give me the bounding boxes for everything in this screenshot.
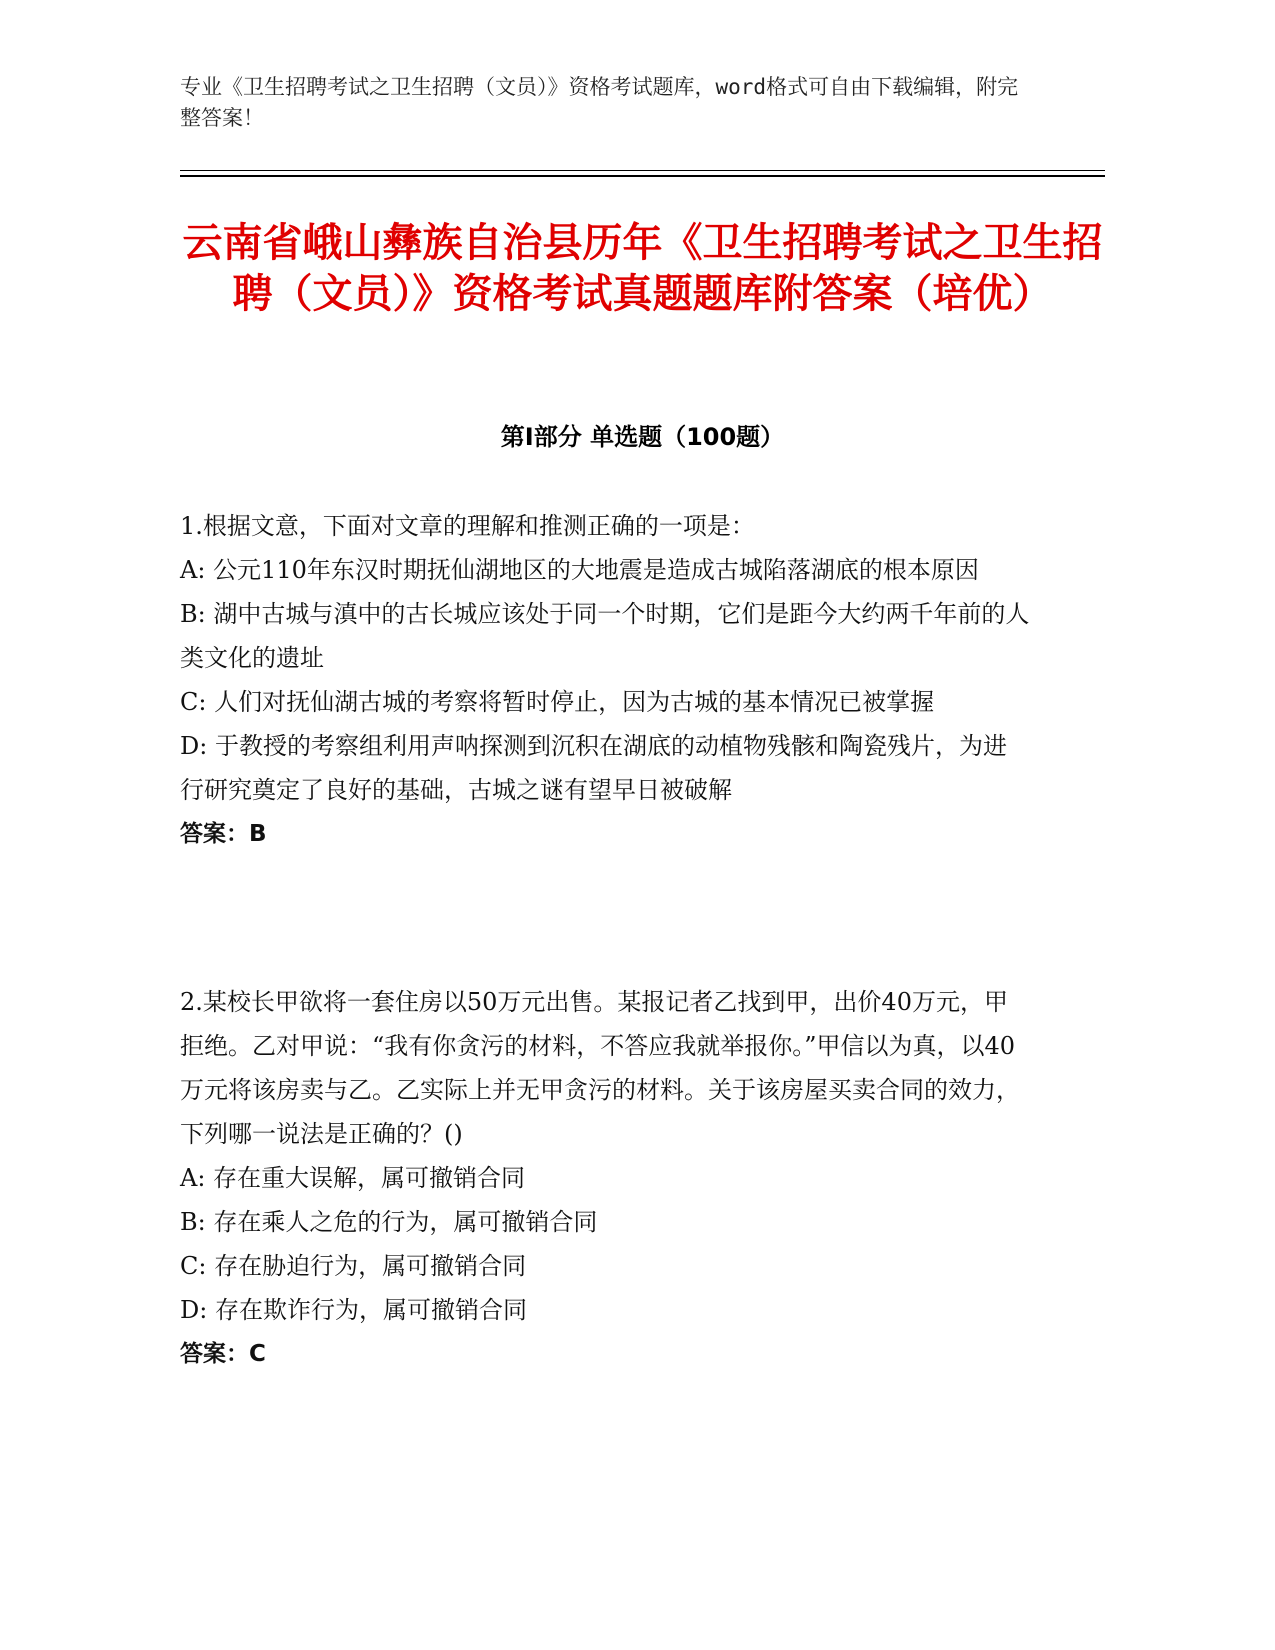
answer-line: 答案：C — [180, 1341, 266, 1367]
question-stem: 2.某校长甲欲将一套住房以50万元出售。某报记者乙找到甲，出价40万元，甲拒绝。乙对甲说：“我有你贪污的材料，不答应我就举报你。”甲信以为真，以40万元将该房卖与乙。乙实际上并无甲贪污的材料。关于该房屋买卖合同的效力，下列哪一说法是正确的？() — [180, 988, 1020, 1148]
option-b: B: 湖中古城与滇中的古长城应该处于同一个时期，它们是距今大约两千年前的人类文化的遗址 — [180, 600, 1030, 672]
header-divider-thick — [180, 175, 1105, 177]
header-note: 专业《卫生招聘考试之卫生招聘（文员）》资格考试题库，word格式可自由下载编辑，附完整答案！ — [180, 75, 1019, 130]
header-divider-thin — [180, 170, 1105, 171]
question-2 — [180, 980, 1030, 1376]
question-stem: 1.根据文意，下面对文章的理解和推测正确的一项是： — [180, 512, 755, 540]
option-a: A: 公元110年东汉时期抚仙湖地区的大地震是造成古城陷落湖底的根本原因 — [180, 556, 979, 584]
option-d: D: 于教授的考察组利用声呐探测到沉积在湖底的动植物残骸和陶瓷残片，为进行研究奠定了良好的基础，古城之谜有望早日被破解 — [180, 732, 1007, 804]
option-c: C: 人们对抚仙湖古城的考察将暂时停止，因为古城的基本情况已被掌握 — [180, 688, 935, 716]
option-d: D: 存在欺诈行为，属可撤销合同 — [180, 1296, 527, 1324]
document-title: 云南省峨山彝族自治县历年《卫生招聘考试之卫生招聘（文员）》资格考试真题题库附答案（培优） — [182, 220, 1103, 317]
option-c: C: 存在胁迫行为，属可撤销合同 — [180, 1252, 527, 1280]
option-a: A: 存在重大误解，属可撤销合同 — [180, 1164, 526, 1192]
option-b: B: 存在乘人之危的行为，属可撤销合同 — [180, 1208, 598, 1236]
question-1 — [180, 504, 1030, 856]
answer-line: 答案：B — [180, 821, 267, 847]
section-heading: 第Ⅰ部分 单选题（100题） — [500, 423, 785, 451]
